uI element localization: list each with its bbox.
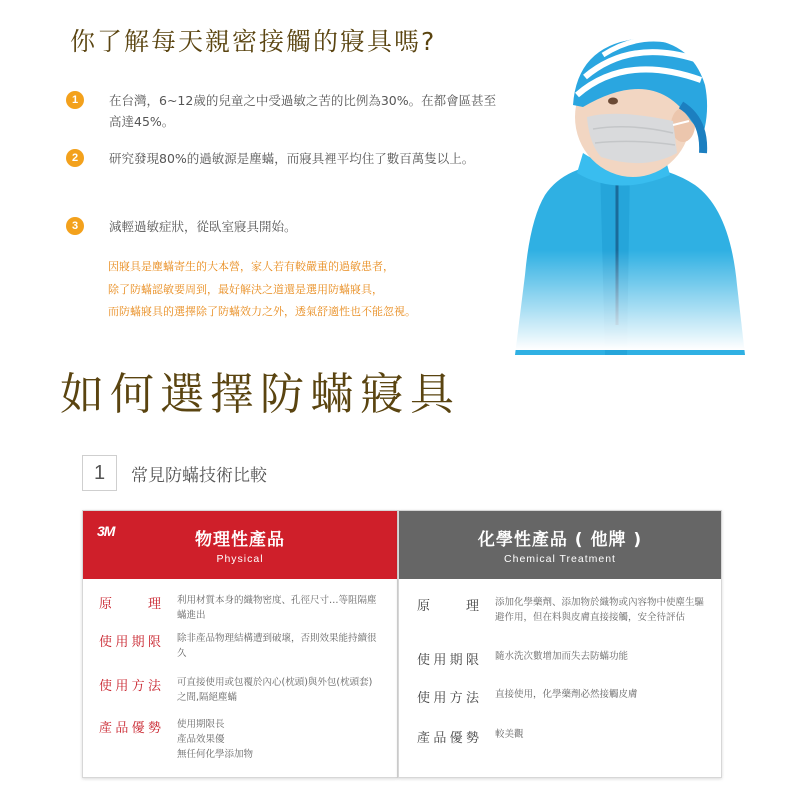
point-2-text: 研究發現80%的過敏源是塵蟎，而寢具裡平均住了數百萬隻以上。 xyxy=(109,151,475,166)
highlight-note xyxy=(108,256,508,324)
hero-title: 你了解每天親密接觸的寢具嗎? xyxy=(70,27,437,56)
physical-panel-header xyxy=(83,511,397,579)
chemical-row-principle xyxy=(417,595,705,625)
point-3-text: 減輕過敏症狀，從臥室寢具開始。 xyxy=(109,219,297,234)
subsection-number: 1 xyxy=(82,455,116,491)
row-label: 使用方法 xyxy=(417,691,479,706)
hero-section xyxy=(0,0,800,350)
row-label: 使用方法 xyxy=(99,679,161,694)
row-value: 隨水洗次數增加而失去防蟎功能 xyxy=(495,651,629,662)
row-value: 較美觀 xyxy=(495,729,524,740)
chemical-row-lifespan xyxy=(417,649,705,668)
chemical-products-panel xyxy=(398,510,722,778)
note-line-1: 因寢具是塵蟎寄生的大本營，家人若有較嚴重的過敏患者， xyxy=(108,260,394,273)
chemical-panel-header xyxy=(399,511,721,579)
row-label: 原 理 xyxy=(417,599,479,614)
chemical-row-usage xyxy=(417,687,705,706)
chemical-row-advantage xyxy=(417,727,705,746)
row-label: 產品優勢 xyxy=(417,731,479,746)
row-label: 使用期限 xyxy=(99,635,161,650)
physical-products-panel xyxy=(82,510,398,778)
row-label: 使用期限 xyxy=(417,653,479,668)
subsection-heading xyxy=(82,455,267,491)
number-badge-2: 2 xyxy=(66,149,84,167)
subsection-divider xyxy=(116,455,117,491)
image-fade xyxy=(490,250,780,350)
physical-panel-title: 物理性產品 xyxy=(195,530,285,550)
row-label: 產品優勢 xyxy=(99,721,161,736)
point-1 xyxy=(66,90,499,132)
physical-row-principle xyxy=(99,593,377,623)
chemical-panel-title: 化學性產品 ( 他牌 ) xyxy=(477,530,643,550)
row-value: 使用期限長 產品效果優 無任何化學添加物 xyxy=(177,719,254,760)
row-value: 利用材質本身的織物密度、孔徑尺寸…等阻隔塵蟎進出 xyxy=(177,595,377,621)
section-title: 如何選擇防蟎寢具 xyxy=(60,369,460,420)
row-value: 除非產品物理結構遭到破壞，否則效果能持續很久 xyxy=(177,633,377,659)
row-value: 可直接使用或包覆於內心(枕頭)與外包(枕頭套)之間,隔絕塵蟎 xyxy=(177,677,373,703)
point-1-text: 在台灣，6~12歲的兒童之中受過敏之苦的比例為30%。在都會區甚至高達45%。 xyxy=(109,93,497,129)
physical-panel-subtitle: Physical xyxy=(216,553,264,565)
row-value: 直接使用，化學藥劑必然接觸皮膚 xyxy=(495,689,638,700)
number-badge-1: 1 xyxy=(66,91,84,109)
physical-row-lifespan xyxy=(99,631,377,661)
physical-row-usage xyxy=(99,675,377,705)
note-line-3: 而防蟎寢具的選擇除了防蟎效力之外，透氣舒適性也不能忽視。 xyxy=(108,305,416,318)
row-label: 原 理 xyxy=(99,597,161,612)
point-2 xyxy=(66,148,499,169)
note-line-2: 除了防蟎認敏要周到，最好解決之道還是選用防蟎寢具， xyxy=(108,282,383,296)
row-value: 添加化學藥劑、添加物於織物或內容物中使塵生驅避作用，但在料與皮膚直接接觸，安全待評估 xyxy=(495,597,705,623)
number-badge-3: 3 xyxy=(66,217,84,235)
physical-row-advantage xyxy=(99,717,377,762)
point-3 xyxy=(66,216,499,237)
subsection-title: 常見防蟎技術比較 xyxy=(131,465,267,486)
brand-logo: 3M xyxy=(97,523,115,539)
chemical-panel-subtitle: Chemical Treatment xyxy=(504,553,616,565)
